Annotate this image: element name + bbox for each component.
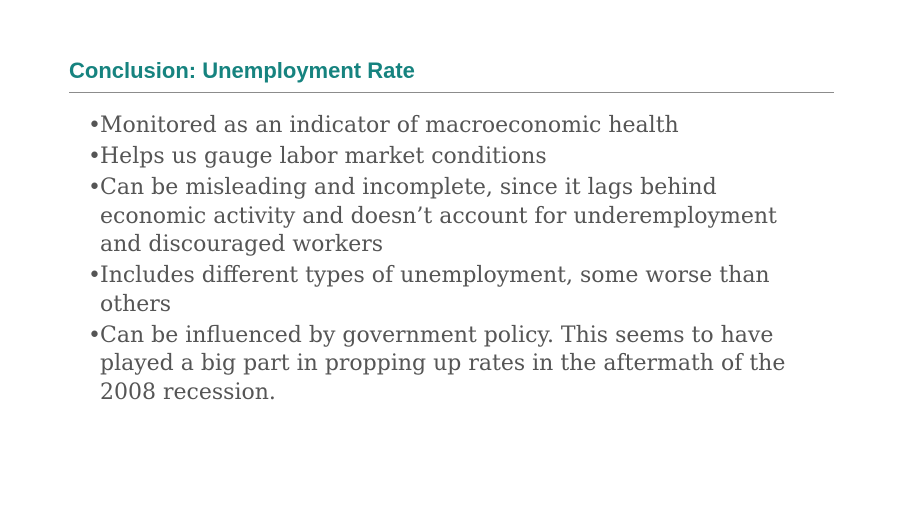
title-divider (69, 92, 834, 93)
bullet-item (88, 174, 788, 260)
bullet-item (88, 143, 788, 172)
slide-title: Conclusion: Unemployment Rate (69, 58, 415, 83)
bullet-marker: • (88, 144, 101, 169)
bullet-list (88, 112, 788, 410)
bullet-marker: • (88, 263, 101, 288)
bullet-text: Helps us gauge labor market conditions (100, 144, 547, 169)
bullet-item (88, 322, 788, 408)
bullet-text: Monitored as an indicator of macroeconomic health (100, 113, 679, 138)
bullet-text: Can be misleading and incomplete, since it lags behind economic activity and doesn’t account for underemployment and discouraged workers (100, 175, 777, 257)
bullet-marker: • (88, 175, 101, 200)
bullet-text: Includes different types of unemployment, some worse than others (100, 263, 770, 317)
bullet-item (88, 112, 788, 141)
bullet-marker: • (88, 113, 101, 138)
bullet-item (88, 262, 788, 319)
bullet-marker: • (88, 322, 101, 348)
bullet-text: Can be influenced by government policy. This seems to have played a big part in propping up rates in the aftermath of the 2008 recession. (100, 322, 786, 405)
